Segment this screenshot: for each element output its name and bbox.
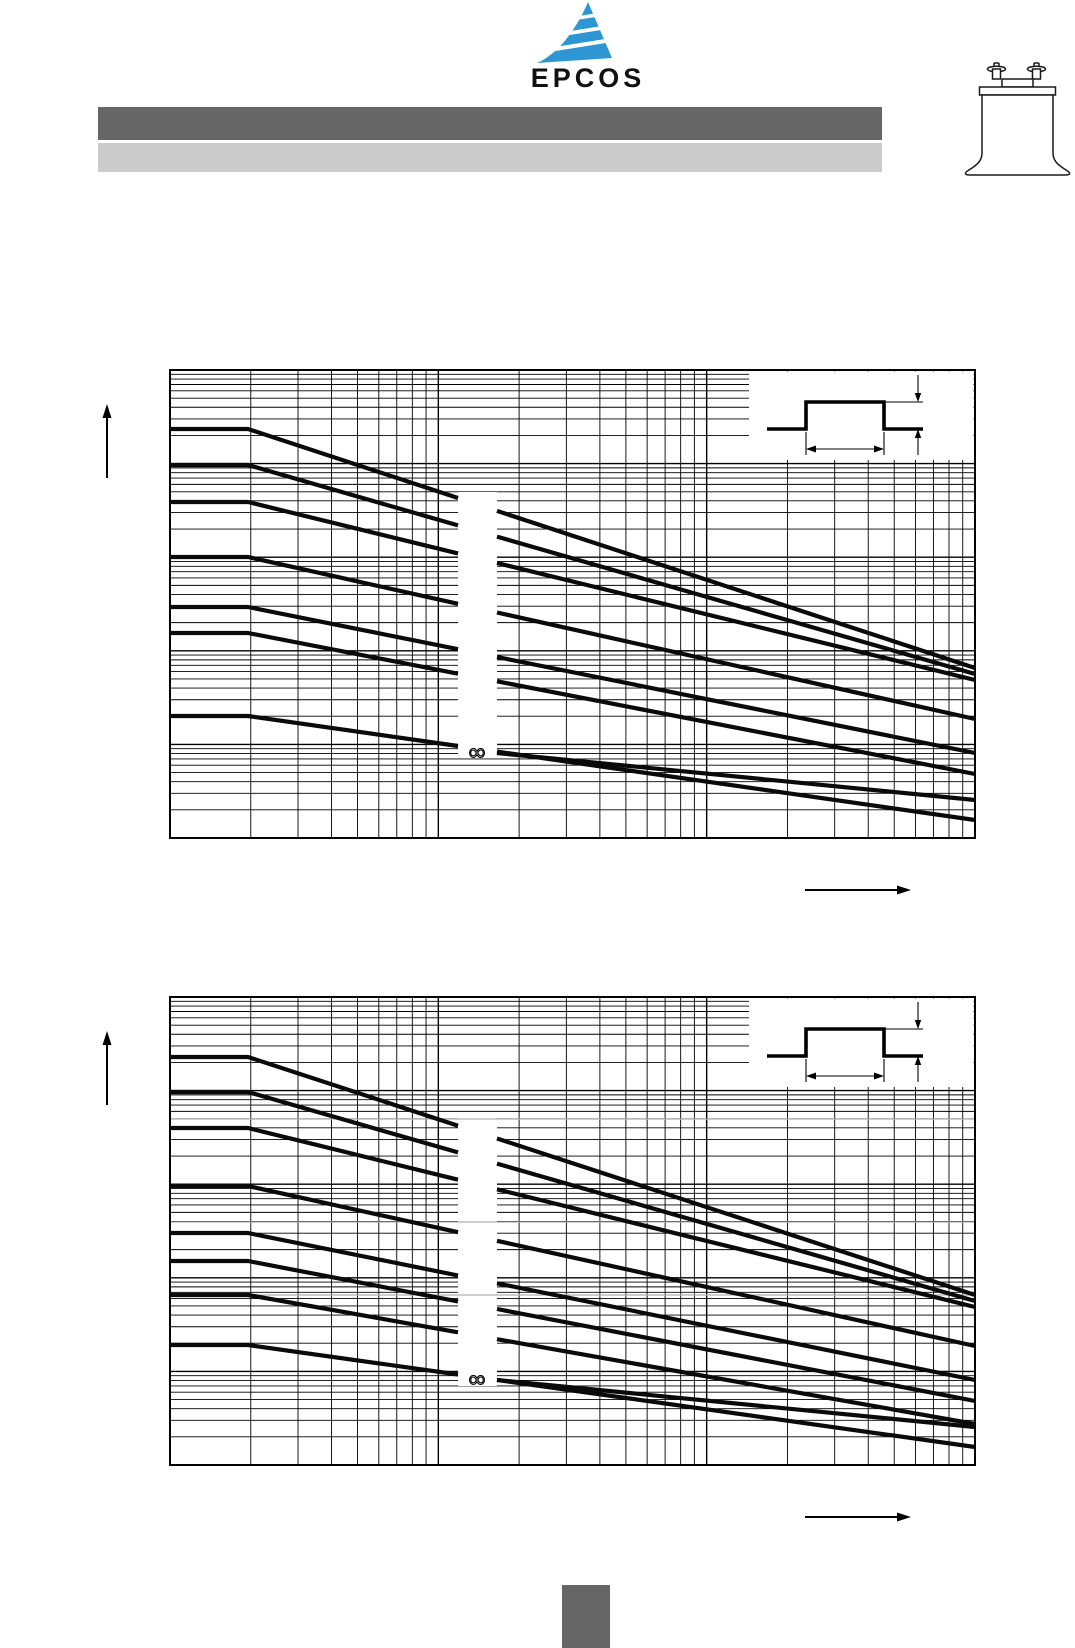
derating-curve xyxy=(170,1233,458,1276)
derating-curve xyxy=(170,557,458,604)
derating-chart-bottom xyxy=(103,997,976,1522)
epcos-logo-text: EPCOS xyxy=(530,63,646,93)
derating-curve xyxy=(497,1139,975,1296)
derating-curve xyxy=(170,1345,458,1375)
derating-chart-top xyxy=(103,370,976,895)
derating-chart-top-x-axis-arrow-icon xyxy=(805,886,911,895)
derating-curve xyxy=(170,716,458,746)
derating-curve xyxy=(170,1128,458,1180)
derating-chart-top-curves xyxy=(170,429,975,820)
derating-chart-bottom-infinity-label: ∞ xyxy=(467,1365,487,1393)
derating-curve xyxy=(497,1189,975,1307)
derating-chart-top-y-axis-arrow-icon xyxy=(103,404,112,478)
derating-chart-top-infinity-label: ∞ xyxy=(467,738,487,766)
derating-curve xyxy=(497,1339,975,1424)
derating-chart-bottom-x-axis-arrow-icon xyxy=(805,1513,911,1522)
derating-chart-bottom-y-axis-arrow-icon xyxy=(103,1031,112,1105)
page-number-block xyxy=(562,1585,610,1648)
derating-curve xyxy=(497,511,975,668)
derating-chart-bottom-curves xyxy=(170,1057,975,1447)
derating-curve xyxy=(170,607,458,649)
derating-chart-bottom-pulse-inset xyxy=(749,999,974,1088)
derating-chart-top-label-band xyxy=(458,492,497,758)
derating-curve xyxy=(497,563,975,680)
derating-chart-top-pulse-inset xyxy=(749,372,974,461)
derating-chart-bottom-label-band xyxy=(458,1117,497,1386)
derating-curve xyxy=(170,502,458,553)
